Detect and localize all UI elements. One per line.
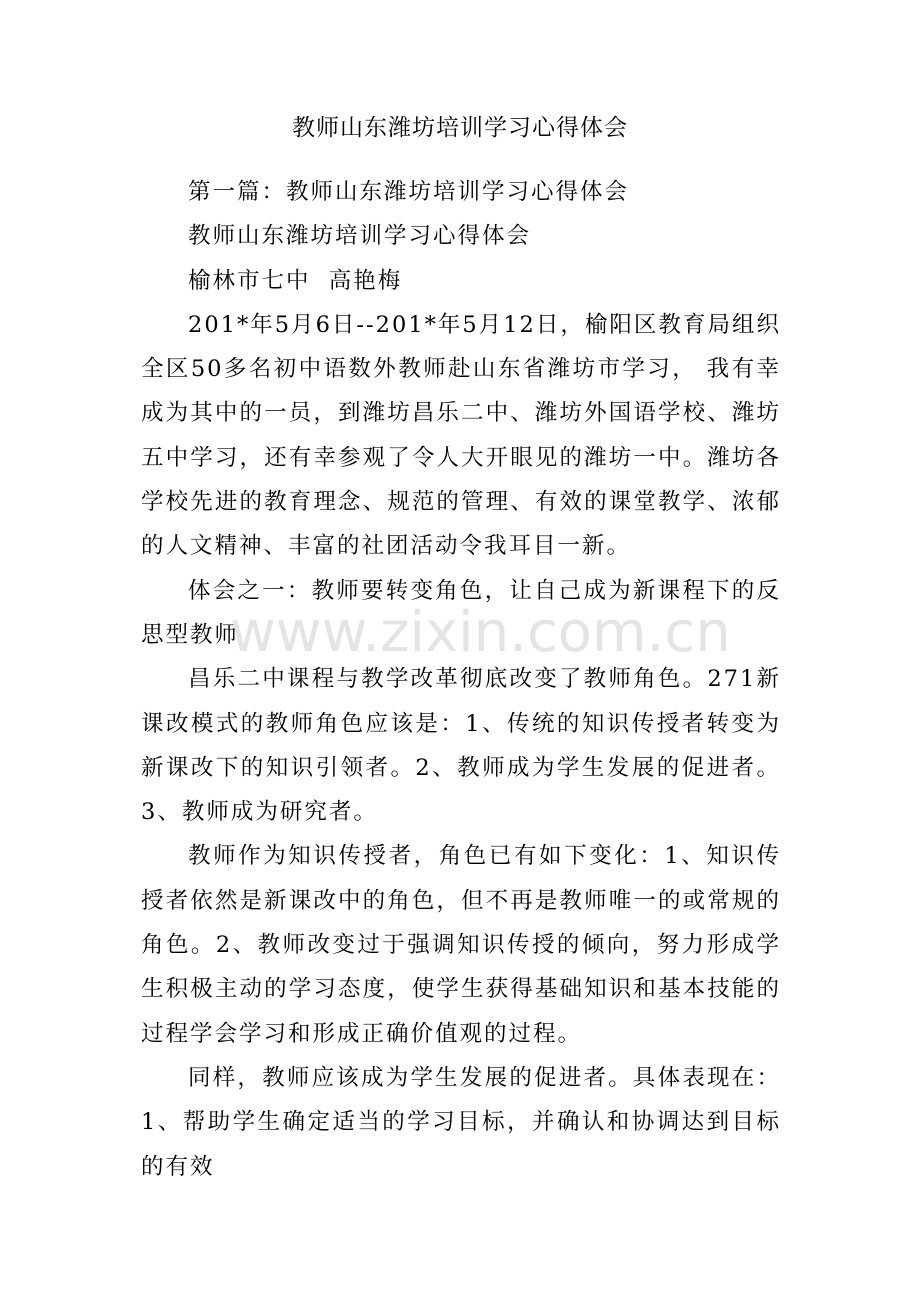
author-line: 榆林市七中 高艳梅 [188, 267, 403, 294]
body-paragraph: 昌乐二中课程与教学改革彻底改变了教师角色。271新课改模式的教师角色应该是：1、传统的知识传授者转变为新课改下的知识引领者。2、教师成为学生发展的促进者。3、教师成为研究者。 [141, 666, 781, 826]
document-body [141, 170, 781, 1189]
body-paragraph: 同样，教师应该成为学生发展的促进者。具体表现在：1、帮助学生确定适当的学习目标，并确认和协调达到目标的有效 [141, 1064, 781, 1180]
watermark: www.zixin.com.cn [230, 600, 731, 665]
document-title: 教师山东潍坊培训学习心得体会 [292, 115, 628, 141]
subsection-heading: 体会之一：教师要转变角色，让自己成为新课程下的反思型教师 [141, 577, 781, 648]
article-title: 教师山东潍坊培训学习心得体会 [188, 223, 532, 250]
section-heading: 第一篇：教师山东潍坊培训学习心得体会 [188, 179, 630, 205]
body-paragraph: 201*年5月6日--201*年5月12日，榆阳区教育局组织全区50多名初中语数外教师赴山东省潍坊市学习， 我有幸成为其中的一员，到潍坊昌乐二中、潍坊外国语学校、潍坊五中学习，还有幸参观了令人大开眼见的潍坊一中。潍坊各学校先进的教育理念、规范的管理、有效的课堂教学、浓郁的人文精神、丰富的社团活动令我耳目一新。 [141, 311, 781, 560]
body-paragraph: 教师作为知识传授者，角色已有如下变化：1、知识传授者依然是新课改中的角色，但不再是教师唯一的或常规的角色。2、教师改变过于强调知识传授的倾向，努力形成学生积极主动的学习态度，使学生获得基础知识和基本技能的过程学会学习和形成正确价值观的过程。 [141, 843, 781, 1047]
